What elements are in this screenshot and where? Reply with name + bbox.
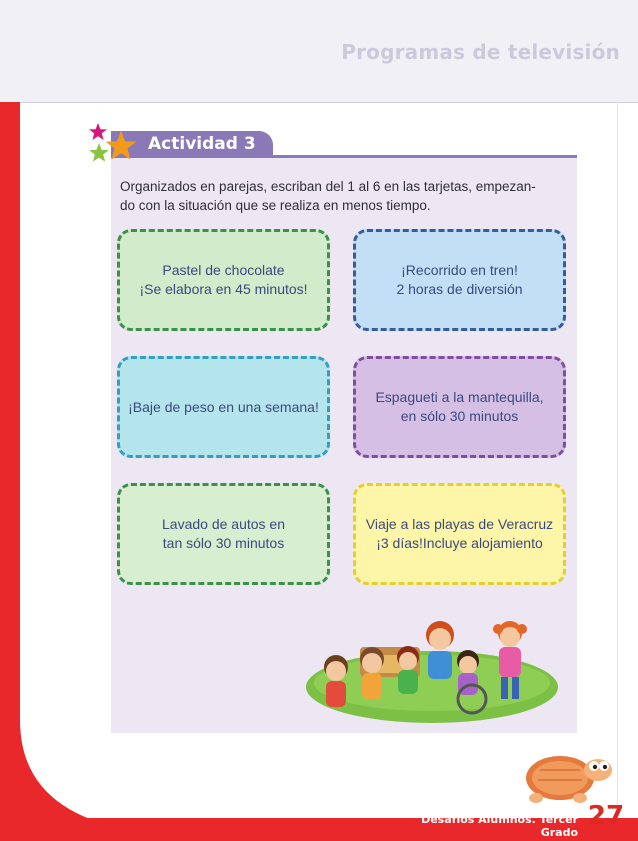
instructions-line: do con la situación que se realiza en menos tiempo. [120,198,431,213]
card-text: Lavado de autos en [162,516,285,532]
children-playing-illustration [300,595,565,725]
card-text: en sólo 30 minutos [400,408,519,424]
instructions [120,177,570,215]
card-text: ¡Baje de peso en una semana! [128,398,319,415]
card-recorrido[interactable] [353,229,566,331]
card-text: ¡3 días!Incluye alojamiento [376,535,543,551]
page-number: 27 [587,801,625,831]
card-espagueti[interactable] [353,356,566,458]
activity-label: Actividad 3 [148,134,256,154]
card-text: ¡Recorrido en tren! [401,262,518,278]
page-title: Programas de televisión [341,40,620,64]
card-baje-peso[interactable] [117,356,330,458]
card-text: Viaje a las playas de Veracruz [365,516,554,532]
instructions-line: Organizados en parejas, escriban del 1 al 6 en las tarjetas, empezan- [120,179,536,194]
star-icon [88,142,110,164]
turtle-icon [518,748,618,808]
card-text: tan sólo 30 minutos [162,535,285,551]
margin-rule [617,102,618,818]
card-pastel[interactable] [117,229,330,331]
card-text: ¡Se elabora en 45 minutos! [139,281,308,297]
card-veracruz[interactable] [353,483,566,585]
card-text: Pastel de chocolate [162,262,285,278]
card-text: 2 horas de diversión [396,281,523,297]
footer-text: Desafíos Alumnos. Tercer Grado [421,813,578,839]
card-text: Espagueti a la mantequilla, [375,389,544,405]
card-lavado-autos[interactable] [117,483,330,585]
